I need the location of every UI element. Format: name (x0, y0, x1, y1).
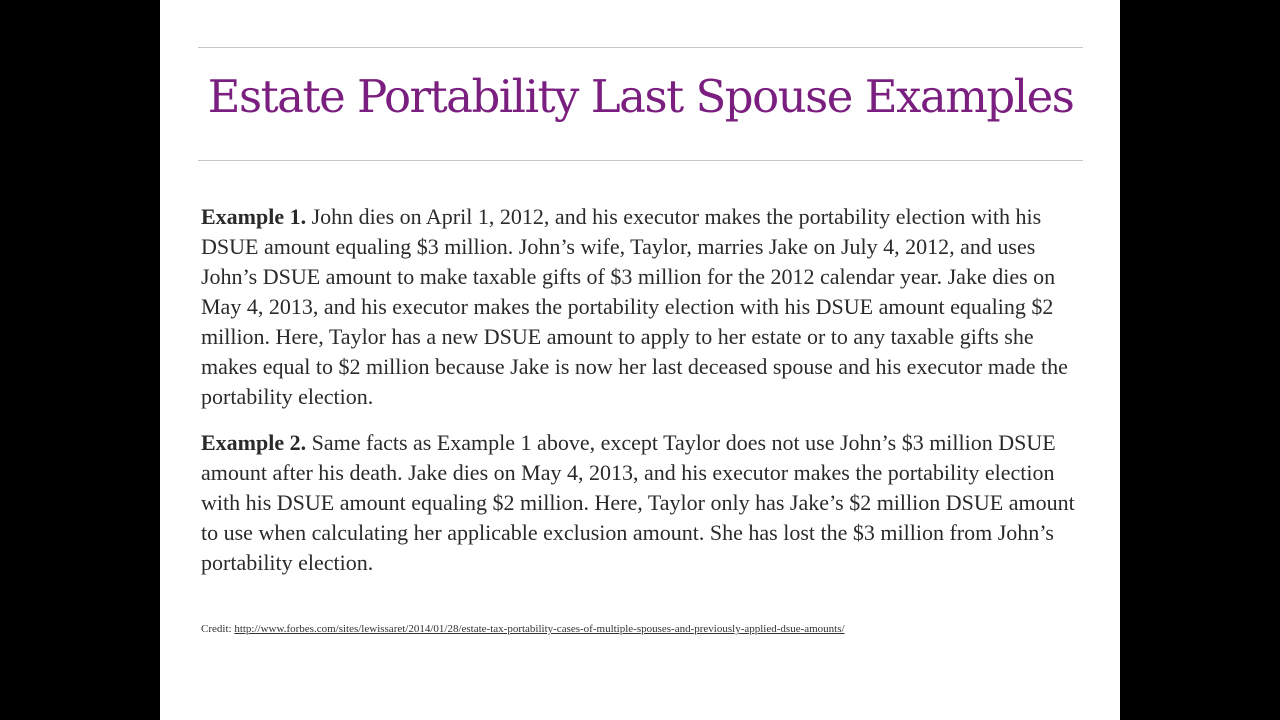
credit-link[interactable]: http://www.forbes.com/sites/lewissaret/2014/01/28/estate-tax-portability-cases-of-multiple-spouses-and-previously-applied-dsue-amounts/ (234, 623, 845, 635)
slide-title: Estate Portability Last Spouse Examples (207, 70, 1074, 123)
example-1-text: John dies on April 1, 2012, and his executor makes the portability election with his DSUE amount equaling $3 million. John’s wife, Taylor, marries Jake on July 4, 2012, and uses John’s DSUE amount to make taxable gifts of $3 million for the 2012 calendar year. Jake dies on May 4, 2013, and his executor makes the portability election with his DSUE amount equaling $2 million. Here, Taylor has a new DSUE amount to apply to her estate or to any taxable gifts she makes equal to $2 million because Jake is now her last deceased spouse and his executor made the portability election. (201, 204, 1068, 409)
credit-label: Credit: (201, 623, 235, 635)
slide-body (201, 202, 1086, 578)
title-divider (198, 160, 1083, 161)
top-divider (198, 47, 1083, 48)
example-2-paragraph (201, 428, 1086, 578)
example-2-label: Example 2. (201, 430, 307, 455)
slide (160, 0, 1120, 720)
credit-line (201, 623, 845, 635)
example-1-paragraph (201, 202, 1086, 412)
example-2-text: Same facts as Example 1 above, except Taylor does not use John’s $3 million DSUE amount after his death. Jake dies on May 4, 2013, and his executor makes the portability election with his DSUE amount equaling $2 million. Here, Taylor only has Jake’s $2 million DSUE amount to use when calculating her applicable exclusion amount. She has lost the $3 million from John’s portability election. (201, 430, 1075, 575)
example-1-label: Example 1. (201, 204, 307, 229)
